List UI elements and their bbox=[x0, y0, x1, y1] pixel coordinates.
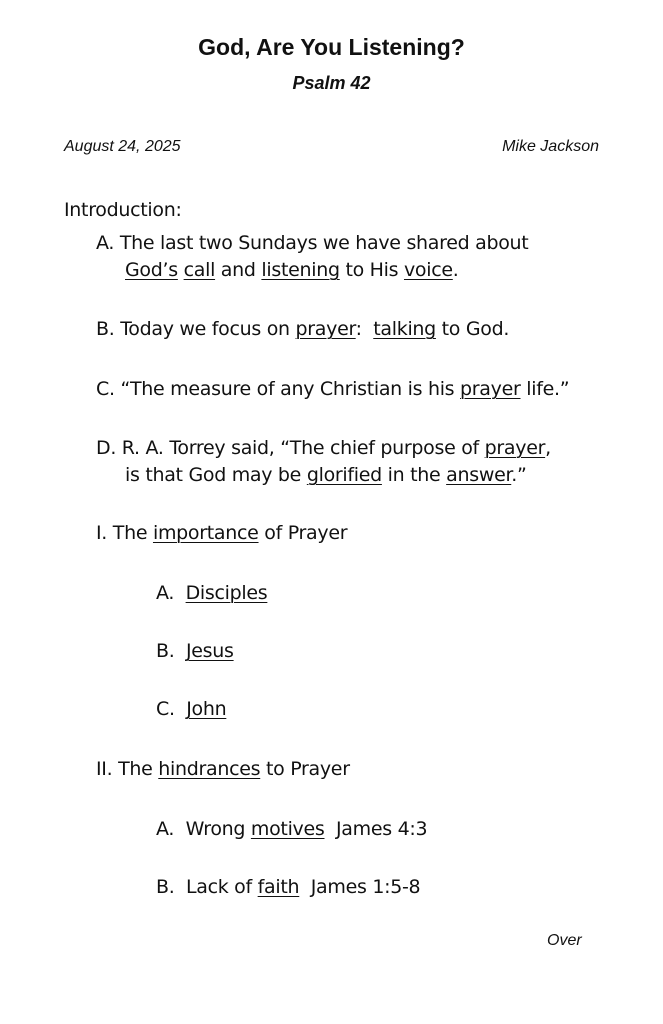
keyword-answer: answer bbox=[446, 464, 512, 486]
keyword-gods: God’s bbox=[125, 259, 178, 281]
intro-point-a bbox=[96, 230, 528, 284]
intro-point-a-line1: A. The last two Sundays we have shared about bbox=[96, 232, 529, 254]
keyword-hindrances: hindrances bbox=[158, 758, 261, 780]
introduction-heading: Introduction: bbox=[64, 199, 182, 221]
sermon-date: August 24, 2025 bbox=[64, 138, 181, 155]
keyword-glorified: glorified bbox=[306, 464, 382, 486]
keyword-voice: voice bbox=[403, 259, 453, 281]
section-1-item-c: C. John bbox=[156, 698, 227, 720]
speaker-name: Mike Jackson bbox=[502, 138, 599, 155]
intro-point-c: C. “The measure of any Christian is his prayer life.” bbox=[96, 378, 570, 400]
sermon-title: God, Are You Listening? bbox=[198, 34, 465, 60]
section-2-heading: II. The hindrances to Prayer bbox=[96, 758, 350, 780]
intro-point-d-line2: is that God may be glorified in the answer.” bbox=[125, 464, 527, 486]
keyword-faith: faith bbox=[257, 876, 300, 898]
intro-point-d-line1: D. R. A. Torrey said, “The chief purpose of prayer, bbox=[96, 437, 551, 459]
section-1-item-a: A. Disciples bbox=[156, 582, 268, 604]
keyword-listening: listening bbox=[261, 259, 340, 281]
section-2-item-a: A. Wrong motives James 4:3 bbox=[156, 818, 428, 840]
scripture-ref: James 4:3 bbox=[335, 818, 428, 840]
keyword-prayer: prayer bbox=[295, 318, 356, 340]
section-1-heading: I. The importance of Prayer bbox=[96, 522, 348, 544]
keyword-john: John bbox=[186, 698, 227, 720]
keyword-prayer: prayer bbox=[460, 378, 521, 400]
keyword-disciples: Disciples bbox=[185, 582, 268, 604]
intro-point-d bbox=[96, 435, 551, 489]
section-1-item-b: B. Jesus bbox=[156, 640, 234, 662]
scripture-reference: Psalm 42 bbox=[292, 73, 371, 93]
keyword-prayer: prayer bbox=[484, 437, 546, 459]
keyword-motives: motives bbox=[250, 818, 325, 840]
intro-point-b: B. Today we focus on prayer: talking to God. bbox=[96, 318, 510, 340]
over-note: Over bbox=[547, 932, 582, 949]
keyword-talking: talking bbox=[373, 318, 436, 340]
keyword-importance: importance bbox=[152, 522, 259, 544]
scripture-ref: James 1:5-8 bbox=[310, 876, 421, 898]
section-2-item-b: B. Lack of faith James 1:5-8 bbox=[156, 876, 421, 898]
keyword-call: call bbox=[183, 259, 216, 281]
intro-point-a-line2: God’s call and listening to His voice. bbox=[125, 259, 459, 281]
keyword-jesus: Jesus bbox=[185, 640, 234, 662]
